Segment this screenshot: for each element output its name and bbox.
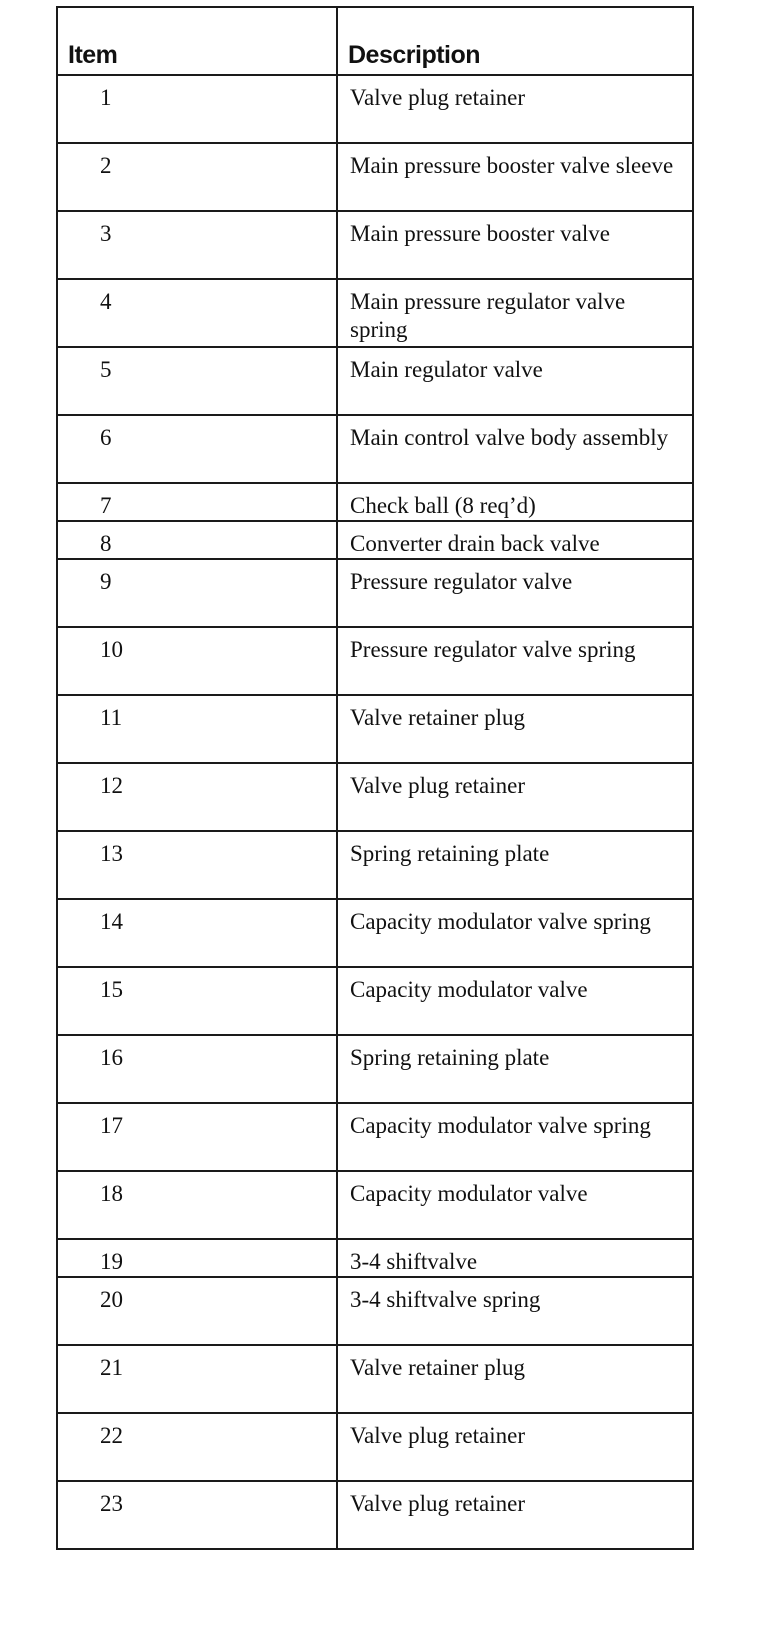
item-description-cell: 3-4 shiftvalve spring xyxy=(337,1277,693,1345)
item-number-cell: 5 xyxy=(57,347,337,415)
item-number-cell: 13 xyxy=(57,831,337,899)
parts-table-body xyxy=(57,75,693,1549)
item-number-cell: 19 xyxy=(57,1239,337,1277)
item-number-cell: 6 xyxy=(57,415,337,483)
table-row xyxy=(57,211,693,279)
item-description-cell: Check ball (8 req’d) xyxy=(337,483,693,521)
item-number-cell: 10 xyxy=(57,627,337,695)
description-column-header: Description xyxy=(337,7,693,75)
table-row xyxy=(57,1277,693,1345)
table-row xyxy=(57,279,693,347)
table-row xyxy=(57,1171,693,1239)
table-row xyxy=(57,763,693,831)
item-description-cell: Spring retaining plate xyxy=(337,831,693,899)
item-description-cell: Main pressure regulator valve spring xyxy=(337,279,693,347)
item-description-cell: Valve retainer plug xyxy=(337,1345,693,1413)
item-number-cell: 22 xyxy=(57,1413,337,1481)
table-row xyxy=(57,415,693,483)
item-number-cell: 14 xyxy=(57,899,337,967)
item-number-cell: 7 xyxy=(57,483,337,521)
item-number-cell: 1 xyxy=(57,75,337,143)
item-number-cell: 20 xyxy=(57,1277,337,1345)
item-number-cell: 4 xyxy=(57,279,337,347)
table-row xyxy=(57,1239,693,1277)
item-number-cell: 18 xyxy=(57,1171,337,1239)
table-row xyxy=(57,559,693,627)
item-description-cell: Capacity modulator valve xyxy=(337,967,693,1035)
item-number-cell: 21 xyxy=(57,1345,337,1413)
table-row xyxy=(57,143,693,211)
table-row xyxy=(57,627,693,695)
item-description-cell: Valve retainer plug xyxy=(337,695,693,763)
item-column-header: Item xyxy=(57,7,337,75)
item-description-cell: Pressure regulator valve xyxy=(337,559,693,627)
table-row xyxy=(57,899,693,967)
item-number-cell: 9 xyxy=(57,559,337,627)
item-number-cell: 3 xyxy=(57,211,337,279)
header-row xyxy=(57,7,693,75)
item-description-cell: Main pressure booster valve sleeve xyxy=(337,143,693,211)
item-description-cell: Capacity modulator valve spring xyxy=(337,899,693,967)
table-row xyxy=(57,521,693,559)
item-description-cell: Capacity modulator valve spring xyxy=(337,1103,693,1171)
item-description-cell: Converter drain back valve xyxy=(337,521,693,559)
item-description-cell: 3-4 shiftvalve xyxy=(337,1239,693,1277)
table-row xyxy=(57,1035,693,1103)
table-row xyxy=(57,695,693,763)
item-number-cell: 2 xyxy=(57,143,337,211)
table-row xyxy=(57,831,693,899)
item-description-cell: Valve plug retainer xyxy=(337,1413,693,1481)
parts-table xyxy=(56,6,694,1550)
item-number-cell: 15 xyxy=(57,967,337,1035)
item-number-cell: 12 xyxy=(57,763,337,831)
item-description-cell: Spring retaining plate xyxy=(337,1035,693,1103)
item-number-cell: 8 xyxy=(57,521,337,559)
table-row xyxy=(57,1481,693,1549)
item-number-cell: 23 xyxy=(57,1481,337,1549)
item-description-cell: Pressure regulator valve spring xyxy=(337,627,693,695)
table-row xyxy=(57,967,693,1035)
table-row xyxy=(57,1103,693,1171)
table-row xyxy=(57,347,693,415)
table-row xyxy=(57,1345,693,1413)
item-description-cell: Valve plug retainer xyxy=(337,75,693,143)
table-row xyxy=(57,483,693,521)
table-row xyxy=(57,75,693,143)
item-description-cell: Main control valve body assembly xyxy=(337,415,693,483)
item-description-cell: Capacity modulator valve xyxy=(337,1171,693,1239)
item-description-cell: Valve plug retainer xyxy=(337,1481,693,1549)
item-number-cell: 16 xyxy=(57,1035,337,1103)
item-description-cell: Main regulator valve xyxy=(337,347,693,415)
item-number-cell: 11 xyxy=(57,695,337,763)
table-row xyxy=(57,1413,693,1481)
item-number-cell: 17 xyxy=(57,1103,337,1171)
item-description-cell: Valve plug retainer xyxy=(337,763,693,831)
item-description-cell: Main pressure booster valve xyxy=(337,211,693,279)
